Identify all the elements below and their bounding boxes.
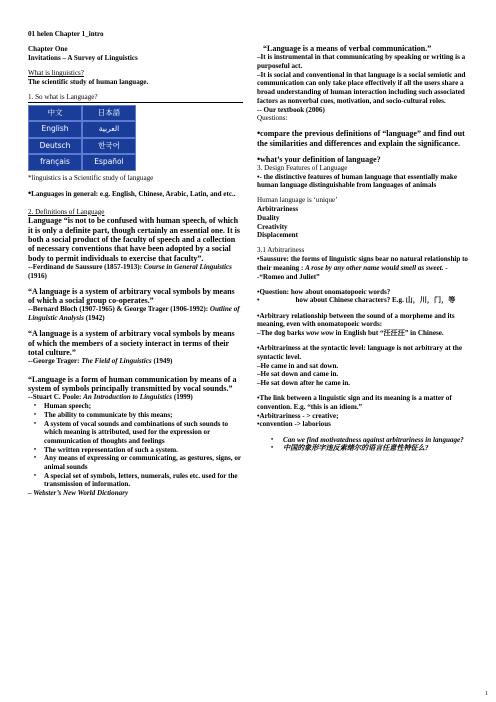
chapter-title: Chapter One: [28, 45, 68, 54]
right-column: [257, 44, 470, 453]
webster-item: • A special set of symbols, letters, numerals, rules etc. used for the transmission of information.: [28, 472, 243, 489]
lang-arabic: العربية: [82, 121, 136, 138]
so-what-language: 1. So what is Language?: [28, 93, 243, 103]
sci-note: *linguistics is a Scientific study of language: [28, 173, 154, 182]
arbitrariness-heading: 3.1 Arbitrariness: [257, 246, 305, 255]
syntactic-level: •Arbitrariness at the syntactic level: language is not arbitrary at the syntactic level.: [257, 344, 463, 361]
trager-quote: “A language is a system of arbitrary vocal symbols by means of which the members of a society interact in terms of their total culture.”: [28, 329, 235, 357]
design-desc: •- the distinctive features of human language that essentially make human language distinguishable from languages of animals: [257, 172, 457, 190]
chinese-question: • how about Chinese characters? E.g. 山，川，门，等: [257, 296, 456, 305]
poole-quote: “Language is a form of human communication by means of a system of symbols principally transmitted by vocal sounds.”: [28, 374, 237, 394]
arbitrary-relationship: •Arbitrary relationship between the sound of a morpheme and its meaning, even with onomatopoeic words:: [257, 311, 455, 329]
convention-link: •The link between a linguistic sign and its meaning is a matter of convention. E.g. “this is an idiom.”: [257, 394, 452, 411]
social-conventional: –It is social and conventional in that language is a social semiotic and communication can only take place effectively if all the users share a broad understanding of human interaction including such associated factors as nonverbal cues, motivation, and socio-cultural roles.: [257, 70, 466, 105]
webster-item: • The ability to communicate by this means;: [28, 411, 243, 420]
design-heading: 3. Design Features of Language: [257, 163, 348, 172]
webster-item: • The written representation of such a system.: [28, 446, 243, 455]
verbal-title: “Language is a means of verbal communication.”: [263, 44, 432, 53]
webster-item: • A system of vocal sounds and combinations of such sounds to which meaning is attributed, used for the expression or communication of thoughts and feelings: [28, 420, 243, 446]
convention-laborious: •convention -> laborious: [257, 420, 331, 429]
example-sentence: –He came in and sat down.: [257, 361, 339, 370]
languages-image: [28, 105, 136, 171]
trager-source: --George Trager: The Field of Linguistics (1949): [28, 357, 173, 366]
feature-item: Duality: [257, 213, 280, 222]
lang-german: Deutsch: [28, 138, 82, 155]
dog-example: –The dog barks wow wow in English but “汪汪汪” in Chinese.: [257, 329, 444, 338]
feature-item: Displacement: [257, 231, 298, 240]
webster-source: – Webster’s New World Dictionary: [28, 489, 129, 498]
feature-item: Creativity: [257, 222, 288, 231]
question-1: •compare the previous definitions of “language” and find out the similarities and differences and explain the significance.: [257, 128, 465, 148]
questions-label: Questions:: [257, 114, 288, 123]
lang-japanese: 日本語: [82, 105, 136, 122]
lang-english: English: [28, 121, 82, 138]
lang-french: français: [28, 154, 82, 171]
instrumental: –It is instrumental in that communicating by speaking or writing is a purposeful act.: [257, 53, 466, 70]
saussure-quote: Language “is not to be confused with human speech, of which it is only a definite part, though certainly an essential one. It is both a social product of the faculty of speech and a collection of necessary conventions that have been adopted by a social body to permit individuals to exercise that faculty”.: [28, 216, 241, 263]
bloch-source: --Bernard Bloch (1907-1965) & George Trager (1906-1992): Outline of Linguistic Analysis (1942): [28, 305, 240, 323]
textbook-source: -- Our textbook (2006): [257, 105, 325, 114]
arbitrariness-creative: •Arbitrariness - > creative;: [257, 411, 339, 420]
feature-item: Arbitrariness: [257, 205, 298, 214]
saussure-source: --Ferdinand de Saussure (1857-1913): Course in General Linguistics (1916): [28, 262, 232, 280]
bloch-quote: “A language is a system of arbitrary vocal symbols by means of which a social group co-operates.”: [28, 286, 235, 306]
invitations-title: Invitations – A Survey of Linguistics: [28, 53, 138, 62]
webster-item: • Any means of expressing or communicating, as gestures, signs, or animal sounds: [28, 454, 243, 471]
what-linguistics: What is linguistics?: [28, 69, 84, 78]
italic-question: • 中国的象形字违反索绪尔的语言任意性特征么?: [257, 444, 470, 453]
page-number: 1: [485, 691, 488, 697]
languages-general: •Languages in general: e.g. English, Chinese, Arabic, Latin, and etc..: [28, 187, 236, 198]
scientific-study: The scientific study of human language.: [28, 77, 149, 86]
doc-header: 01 helen Chapter 1_intro: [28, 30, 104, 38]
lang-spanish: Español: [82, 154, 136, 171]
definitions-heading: 2. Definitions of Language: [28, 207, 105, 216]
lang-korean: 한국어: [82, 138, 136, 155]
question-2: •what’s your definition of language?: [257, 153, 381, 164]
left-column: [28, 30, 243, 498]
example-sentence: –He sat down and came in.: [257, 370, 339, 379]
poole-source: --Stuart C. Poole: An Introduction to Linguistics (1999): [28, 393, 193, 402]
unique-line: Human language is ‘unique’: [257, 196, 338, 205]
webster-item: • Human speech;: [28, 402, 243, 411]
lang-chinese: 中文: [28, 105, 82, 122]
saussure-forms: •Saussure: the forms of linguistic signs bear no natural relationship to their meaning : A rose by any other name would smell as sweet. --“Romeo and Juliet”: [257, 255, 468, 281]
italic-question: • Can we find motivatedness against arbitrariness in language?: [257, 436, 470, 445]
onomatopoeia-question: •Question: how about onomatopoeic words?: [257, 287, 391, 296]
example-sentence: –He sat down after he came in.: [257, 379, 351, 388]
